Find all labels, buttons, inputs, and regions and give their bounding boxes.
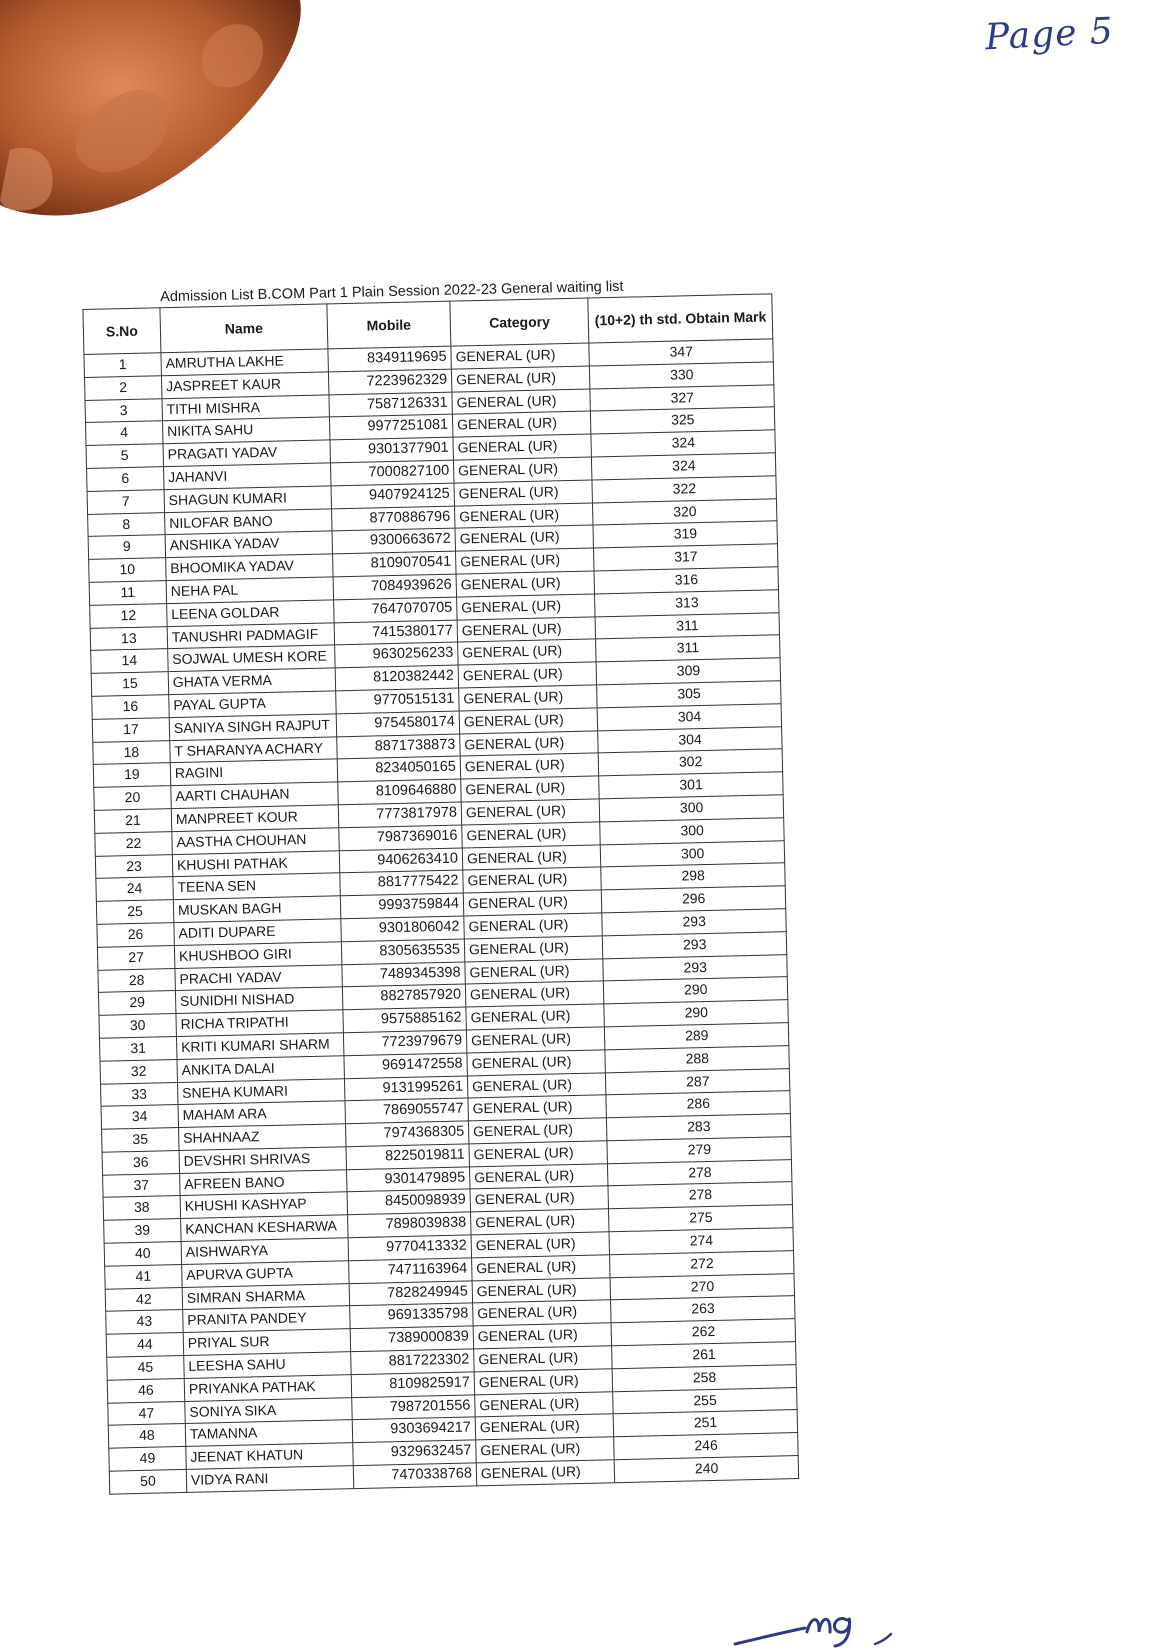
cell-sno: 27 [97, 945, 174, 970]
cell-name: GHATA VERMA [168, 668, 335, 695]
cell-category: GENERAL (UR) [453, 457, 592, 483]
cell-mark: 309 [597, 658, 781, 685]
cell-mobile: 9754580174 [336, 711, 460, 737]
cell-mobile: 9301479895 [346, 1167, 470, 1193]
cell-name: SONIYA SIKA [185, 1397, 352, 1424]
cell-sno: 19 [93, 763, 170, 788]
cell-name: JASPREET KAUR [161, 372, 328, 399]
cell-mobile: 7974368305 [345, 1121, 469, 1147]
cell-sno: 15 [91, 672, 168, 697]
cell-mobile: 9131995261 [344, 1075, 468, 1101]
finger-photo [0, 0, 330, 225]
cell-category: GENERAL (UR) [463, 867, 602, 893]
cell-mark: 288 [605, 1045, 789, 1072]
cell-name: JAHANVI [163, 463, 330, 490]
cell-category: GENERAL (UR) [470, 1186, 609, 1212]
cell-name: T SHARANYA ACHARY [170, 736, 337, 763]
cell-sno: 1 [84, 353, 161, 378]
cell-sno: 21 [94, 809, 171, 834]
cell-sno: 12 [90, 603, 167, 628]
cell-sno: 39 [104, 1219, 181, 1244]
cell-sno: 40 [104, 1242, 181, 1267]
cell-mark: 305 [597, 681, 781, 708]
cell-mobile: 7987201556 [352, 1395, 476, 1421]
cell-name: KHUSHI PATHAK [172, 850, 339, 877]
cell-category: GENERAL (UR) [461, 776, 600, 802]
cell-mark: 322 [592, 476, 776, 503]
cell-mobile: 7223962329 [328, 369, 452, 395]
cell-sno: 4 [86, 421, 163, 446]
cell-sno: 32 [100, 1059, 177, 1084]
cell-category: GENERAL (UR) [465, 981, 604, 1007]
cell-mobile: 9407924125 [331, 483, 455, 509]
cell-mark: 300 [601, 840, 785, 867]
cell-category: GENERAL (UR) [465, 958, 604, 984]
cell-category: GENERAL (UR) [457, 594, 596, 620]
cell-name: RICHA TRIPATHI [176, 1010, 343, 1037]
cell-name: VIDYA RANI [186, 1466, 353, 1493]
cell-name: SUNIDHI NISHAD [175, 987, 342, 1014]
cell-category: GENERAL (UR) [473, 1323, 612, 1349]
cell-mark: 302 [599, 749, 783, 776]
cell-name: SHAHNAAZ [178, 1124, 345, 1151]
cell-category: GENERAL (UR) [472, 1277, 611, 1303]
cell-name: SIMRAN SHARMA [182, 1283, 349, 1310]
cell-mobile: 7389000839 [350, 1326, 474, 1352]
header-mark-text: (10+2) th std. Obtain Mark [594, 308, 767, 329]
cell-mark: 293 [602, 909, 786, 936]
cell-mobile: 8827857920 [342, 984, 466, 1010]
cell-category: GENERAL (UR) [464, 936, 603, 962]
cell-category: GENERAL (UR) [474, 1369, 613, 1395]
cell-mobile: 9993759844 [340, 893, 464, 919]
cell-mark: 279 [607, 1137, 791, 1164]
cell-category: GENERAL (UR) [469, 1163, 608, 1189]
cell-sno: 2 [84, 376, 161, 401]
cell-mobile: 7987369016 [339, 825, 463, 851]
cell-name: MUSKAN BAGH [173, 896, 340, 923]
cell-mobile: 8305635535 [341, 939, 465, 965]
cell-name: TANUSHRI PADMAGIF [167, 622, 334, 649]
cell-mobile: 8109646880 [338, 779, 462, 805]
cell-category: GENERAL (UR) [462, 844, 601, 870]
cell-mobile: 7084939626 [333, 574, 457, 600]
cell-mark: 251 [614, 1410, 798, 1437]
cell-mark: 320 [593, 498, 777, 525]
cell-mark: 274 [609, 1228, 793, 1255]
cell-category: GENERAL (UR) [458, 662, 597, 688]
admission-list-sheet [82, 274, 799, 1494]
cell-mobile: 7869055747 [345, 1098, 469, 1124]
cell-sno: 50 [109, 1469, 186, 1494]
cell-mobile: 8817775422 [340, 870, 464, 896]
cell-sno: 5 [86, 444, 163, 469]
cell-name: AFREEN BANO [179, 1169, 346, 1196]
cell-mobile: 8817223302 [351, 1349, 475, 1375]
cell-name: AASTHA CHOUHAN [172, 828, 339, 855]
cell-mobile: 9575885162 [343, 1007, 467, 1033]
cell-category: GENERAL (UR) [467, 1050, 606, 1076]
cell-category: GENERAL (UR) [451, 366, 590, 392]
cell-name: ANSHIKA YADAV [165, 531, 332, 558]
cell-mark: 293 [603, 954, 787, 981]
cell-name: AISHWARYA [181, 1238, 348, 1265]
cell-name: PAYAL GUPTA [169, 691, 336, 718]
cell-sno: 48 [108, 1424, 185, 1449]
cell-sno: 16 [92, 695, 169, 720]
cell-mark: 293 [603, 931, 787, 958]
cell-category: GENERAL (UR) [476, 1460, 615, 1486]
cell-mark: 316 [594, 567, 778, 594]
cell-sno: 35 [102, 1128, 179, 1153]
cell-sno: 30 [99, 1014, 176, 1039]
cell-sno: 24 [96, 877, 173, 902]
cell-sno: 45 [107, 1356, 184, 1381]
cell-name: NEHA PAL [166, 577, 333, 604]
cell-name: MANPREET KOUR [171, 805, 338, 832]
cell-category: GENERAL (UR) [464, 913, 603, 939]
cell-name: SANIYA SINGH RAJPUT [169, 714, 336, 741]
cell-mobile: 7000827100 [330, 460, 454, 486]
cell-category: GENERAL (UR) [453, 434, 592, 460]
cell-mark: 296 [602, 886, 786, 913]
header-mark [588, 294, 773, 343]
cell-name: PRIYAL SUR [183, 1329, 350, 1356]
cell-name: SHAGUN KUMARI [164, 486, 331, 513]
cell-mobile: 7647070705 [334, 597, 458, 623]
cell-mobile: 7898039838 [347, 1212, 471, 1238]
cell-name: NIKITA SAHU [162, 417, 329, 444]
cell-mobile: 8234050165 [337, 756, 461, 782]
cell-sno: 9 [88, 535, 165, 560]
cell-category: GENERAL (UR) [459, 685, 598, 711]
cell-sno: 8 [88, 512, 165, 537]
cell-category: GENERAL (UR) [468, 1118, 607, 1144]
cell-name: PRANITA PANDEY [183, 1306, 350, 1333]
cell-mark: 300 [600, 817, 784, 844]
cell-category: GENERAL (UR) [476, 1437, 615, 1463]
cell-category: GENERAL (UR) [462, 822, 601, 848]
cell-mobile: 8349119695 [328, 346, 452, 372]
cell-mobile: 8770886796 [331, 506, 455, 532]
cell-category: GENERAL (UR) [456, 548, 595, 574]
cell-category: GENERAL (UR) [475, 1414, 614, 1440]
cell-category: GENERAL (UR) [471, 1209, 610, 1235]
cell-mobile: 9770515131 [336, 688, 460, 714]
cell-sno: 41 [105, 1264, 182, 1289]
cell-mark: 272 [610, 1250, 794, 1277]
cell-mark: 304 [598, 726, 782, 753]
cell-mark: 300 [600, 795, 784, 822]
cell-sno: 36 [102, 1150, 179, 1175]
cell-name: PRAGATI YADAV [163, 440, 330, 467]
cell-name: PRACHI YADAV [175, 964, 342, 991]
cell-category: GENERAL (UR) [452, 411, 591, 437]
cell-mark: 301 [599, 772, 783, 799]
cell-category: GENERAL (UR) [466, 1027, 605, 1053]
cell-category: GENERAL (UR) [456, 571, 595, 597]
cell-mobile: 8450098939 [347, 1189, 471, 1215]
cell-sno: 44 [106, 1333, 183, 1358]
cell-category: GENERAL (UR) [474, 1346, 613, 1372]
cell-mobile: 7470338768 [353, 1463, 477, 1489]
cell-category: GENERAL (UR) [471, 1232, 610, 1258]
cell-sno: 49 [109, 1447, 186, 1472]
cell-sno: 28 [98, 968, 175, 993]
cell-sno: 46 [107, 1378, 184, 1403]
cell-mark: 313 [595, 590, 779, 617]
cell-name: ANKITA DALAI [177, 1055, 344, 1082]
cell-sno: 10 [89, 558, 166, 583]
cell-mark: 330 [590, 362, 774, 389]
cell-name: AARTI CHAUHAN [171, 782, 338, 809]
cell-mobile: 7415380177 [334, 620, 458, 646]
cell-mark: 261 [612, 1342, 796, 1369]
handwritten-page-number: Page 5 [984, 10, 1115, 59]
cell-mark: 298 [601, 863, 785, 890]
cell-sno: 20 [94, 786, 171, 811]
cell-category: GENERAL (UR) [461, 799, 600, 825]
cell-category: GENERAL (UR) [454, 503, 593, 529]
cell-category: GENERAL (UR) [457, 616, 596, 642]
cell-name: JEENAT KHATUN [186, 1443, 353, 1470]
cell-sno: 26 [97, 923, 174, 948]
cell-mark: 286 [606, 1091, 790, 1118]
cell-mobile: 9770413332 [348, 1235, 472, 1261]
cell-name: NILOFAR BANO [164, 508, 331, 535]
cell-mobile: 9630256233 [335, 642, 459, 668]
cell-name: PRIYANKA PATHAK [184, 1375, 351, 1402]
cell-name: AMRUTHA LAKHE [161, 349, 328, 376]
cell-category: GENERAL (UR) [475, 1391, 614, 1417]
cell-mobile: 8871738873 [337, 734, 461, 760]
cell-category: GENERAL (UR) [466, 1004, 605, 1030]
cell-category: GENERAL (UR) [459, 708, 598, 734]
cell-mobile: 7773817978 [338, 802, 462, 828]
cell-mobile: 7489345398 [342, 962, 466, 988]
cell-name: LEESHA SAHU [184, 1352, 351, 1379]
cell-category: GENERAL (UR) [469, 1141, 608, 1167]
cell-sno: 22 [95, 831, 172, 856]
cell-mobile: 9977251081 [329, 415, 453, 441]
cell-mark: 275 [609, 1205, 793, 1232]
cell-sno: 17 [92, 717, 169, 742]
cell-mark: 270 [610, 1273, 794, 1300]
cell-mark: 262 [612, 1319, 796, 1346]
cell-category: GENERAL (UR) [452, 389, 591, 415]
cell-name: RAGINI [170, 759, 337, 786]
cell-category: GENERAL (UR) [468, 1095, 607, 1121]
cell-mark: 290 [604, 977, 788, 1004]
cell-category: GENERAL (UR) [455, 525, 594, 551]
cell-mark: 258 [613, 1364, 797, 1391]
cell-sno: 14 [91, 649, 168, 674]
cell-category: GENERAL (UR) [472, 1255, 611, 1281]
cell-mobile: 9301377901 [330, 437, 454, 463]
cell-name: DEVSHRI SHRIVAS [179, 1147, 346, 1174]
cell-sno: 11 [89, 581, 166, 606]
cell-mark: 289 [605, 1023, 789, 1050]
cell-mobile: 8120382442 [335, 665, 459, 691]
cell-name: MAHAM ARA [178, 1101, 345, 1128]
cell-sno: 37 [103, 1173, 180, 1198]
cell-mark: 324 [592, 453, 776, 480]
header-mobile: Mobile [327, 301, 451, 349]
cell-mark: 325 [591, 407, 775, 434]
admission-table [82, 293, 799, 1494]
cell-category: GENERAL (UR) [454, 480, 593, 506]
cell-mobile: 8109825917 [351, 1372, 475, 1398]
cell-mobile: 9300663672 [332, 528, 456, 554]
cell-sno: 29 [98, 991, 175, 1016]
cell-category: GENERAL (UR) [473, 1300, 612, 1326]
cell-category: GENERAL (UR) [463, 890, 602, 916]
cell-sno: 23 [95, 854, 172, 879]
cell-mark: 278 [608, 1182, 792, 1209]
cell-mobile: 9329632457 [353, 1440, 477, 1466]
cell-category: GENERAL (UR) [467, 1072, 606, 1098]
cell-mark: 311 [596, 635, 780, 662]
cell-name: BHOOMIKA YADAV [166, 554, 333, 581]
cell-sno: 3 [85, 398, 162, 423]
cell-name: TITHI MISHRA [162, 395, 329, 422]
cell-sno: 34 [101, 1105, 178, 1130]
cell-mark: 240 [615, 1456, 799, 1483]
cell-mobile: 7723979679 [343, 1030, 467, 1056]
cell-sno: 6 [87, 467, 164, 492]
cell-mobile: 9691335798 [350, 1303, 474, 1329]
cell-sno: 7 [87, 489, 164, 514]
cell-category: GENERAL (UR) [451, 343, 590, 369]
cell-mobile: 9691472558 [344, 1053, 468, 1079]
header-name: Name [160, 304, 328, 353]
cell-mobile: 8225019811 [346, 1144, 470, 1170]
cell-mark: 311 [595, 612, 779, 639]
cell-mobile: 8109070541 [332, 551, 456, 577]
cell-sno: 42 [105, 1287, 182, 1312]
cell-mobile: 9301806042 [341, 916, 465, 942]
header-sno: S.No [83, 308, 161, 355]
cell-name: TEENA SEN [173, 873, 340, 900]
cell-name: LEENA GOLDAR [167, 600, 334, 627]
cell-mobile: 9303694217 [352, 1417, 476, 1443]
cell-mark: 347 [589, 339, 773, 366]
cell-mobile: 7587126331 [329, 392, 453, 418]
cell-category: GENERAL (UR) [460, 753, 599, 779]
cell-mark: 290 [604, 1000, 788, 1027]
cell-name: KHUSHI KASHYAP [180, 1192, 347, 1219]
cell-mark: 304 [598, 703, 782, 730]
cell-mark: 246 [614, 1433, 798, 1460]
cell-mark: 263 [611, 1296, 795, 1323]
cell-sno: 47 [108, 1401, 185, 1426]
cell-mobile: 7471163964 [349, 1258, 473, 1284]
cell-mark: 327 [590, 384, 774, 411]
cell-mobile: 9406263410 [339, 848, 463, 874]
cell-mark: 278 [608, 1159, 792, 1186]
cell-name: APURVA GUPTA [182, 1261, 349, 1288]
cell-mark: 324 [591, 430, 775, 457]
cell-sno: 38 [103, 1196, 180, 1221]
cell-name: SOJWAL UMESH KORE [168, 645, 335, 672]
cell-category: GENERAL (UR) [460, 730, 599, 756]
cell-mark: 287 [606, 1068, 790, 1095]
cell-sno: 33 [101, 1082, 178, 1107]
cell-mark: 255 [613, 1387, 797, 1414]
header-category: Category [450, 298, 589, 346]
cell-name: KRITI KUMARI SHARM [176, 1033, 343, 1060]
cell-sno: 13 [90, 626, 167, 651]
cell-name: TAMANNA [185, 1420, 352, 1447]
document-title: Admission List B.COM Part 1 Plain Session 2022-23 General waiting list [160, 278, 624, 306]
cell-sno: 43 [106, 1310, 183, 1335]
cell-sno: 18 [93, 740, 170, 765]
cell-mobile: 7828249945 [349, 1281, 473, 1307]
cell-mark: 317 [594, 544, 778, 571]
cell-name: KHUSHBOO GIRI [174, 942, 341, 969]
cell-category: GENERAL (UR) [458, 639, 597, 665]
cell-sno: 25 [96, 900, 173, 925]
cell-mark: 319 [593, 521, 777, 548]
cell-mark: 283 [607, 1114, 791, 1141]
cell-name: ADITI DUPARE [174, 919, 341, 946]
cell-name: SNEHA KUMARI [177, 1078, 344, 1105]
cell-name: KANCHAN KESHARWA [181, 1215, 348, 1242]
cell-sno: 31 [99, 1036, 176, 1061]
signature [715, 1592, 925, 1650]
